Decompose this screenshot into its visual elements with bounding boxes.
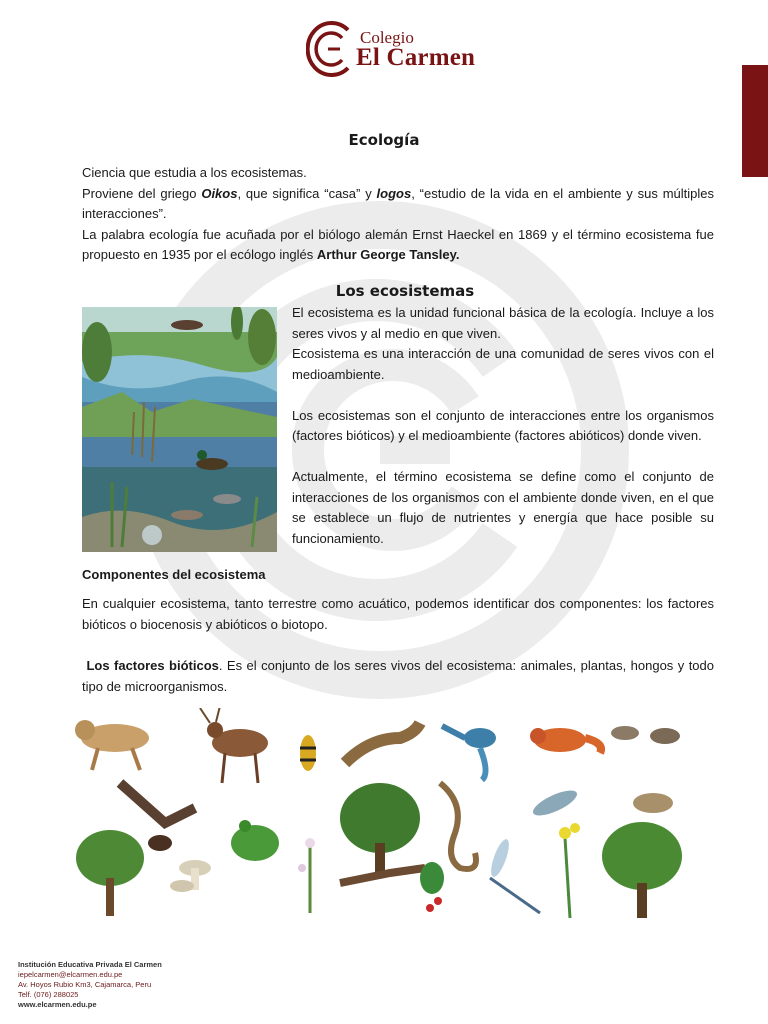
biotic-factors-illustration — [70, 708, 690, 926]
footer-web[interactable]: www.elcarmen.edu.pe — [18, 1000, 97, 1009]
footer-email[interactable]: iepelcarmen@elcarmen.edu.pe — [18, 970, 123, 979]
side-tab — [742, 65, 768, 177]
bioticos-text: Los factores bióticos. Es el conjunto de los seres vivos del ecosistema: animales, plantas, hongos y todo tipo de microorganismos. — [82, 658, 714, 694]
footer-phone: Telf. (076) 288025 — [18, 990, 79, 999]
title-ecosistemas: Los ecosistemas — [335, 282, 475, 300]
componentes-heading: Componentes del ecosistema — [82, 567, 266, 582]
ecosistemas-p1: El ecosistema es la unidad funcional básica de la ecología. Incluye a los seres vivos y al medio en que viven. — [292, 305, 714, 341]
logo-text-big: El Carmen — [356, 44, 476, 71]
ecosystem-illustration — [82, 307, 277, 552]
footer — [18, 960, 162, 1010]
bioticos-label: Los factores bióticos — [86, 658, 219, 673]
footer-address: Av. Hoyos Rubio Km3, Cajamarca, Peru — [18, 980, 152, 989]
ecosistemas-p3: Los ecosistemas son el conjunto de interacciones entre los organismos (factores bióticos) y el medioambiente (factores abióticos) donde viven. — [292, 407, 714, 443]
logo-text-small: Colegio — [360, 28, 414, 47]
intro-line-3: La palabra ecología fue acuñada por el biólogo alemán Ernst Haeckel en 1869 y el término ecosistema fue propuesto en 1935 por el ecólogo inglés Arthur George Tansley. — [82, 226, 714, 262]
footer-name: Institución Educativa Privada El Carmen — [18, 960, 162, 969]
ecosistemas-section — [292, 303, 714, 549]
ecosistemas-p2: Ecosistema es una interacción de una comunidad de seres vivos con el medioambiente. — [292, 346, 714, 382]
componentes-text: En cualquier ecosistema, tanto terrestre como acuático, podemos identificar dos componentes: los factores bióticos o biocenosis y abióticos o biotopo. — [82, 596, 714, 632]
intro-line-2: Proviene del griego Oikos, que significa “casa” y logos, “estudio de la vida en el ambiente y sus múltiples interacciones”. — [82, 185, 714, 221]
ecosistemas-p4: Actualmente, el término ecosistema se define como el conjunto de interacciones de los organismos con el ambiente donde viven, en el que se establece un flujo de nutrientes y energía que hace posible su funcionamiento. — [292, 469, 714, 546]
title-ecologia: Ecología — [348, 131, 420, 149]
school-logo — [306, 18, 506, 82]
intro-line-1: Ciencia que estudia a los ecosistemas. — [82, 165, 307, 180]
intro-section — [82, 163, 714, 266]
logo-mark-icon — [306, 18, 358, 80]
